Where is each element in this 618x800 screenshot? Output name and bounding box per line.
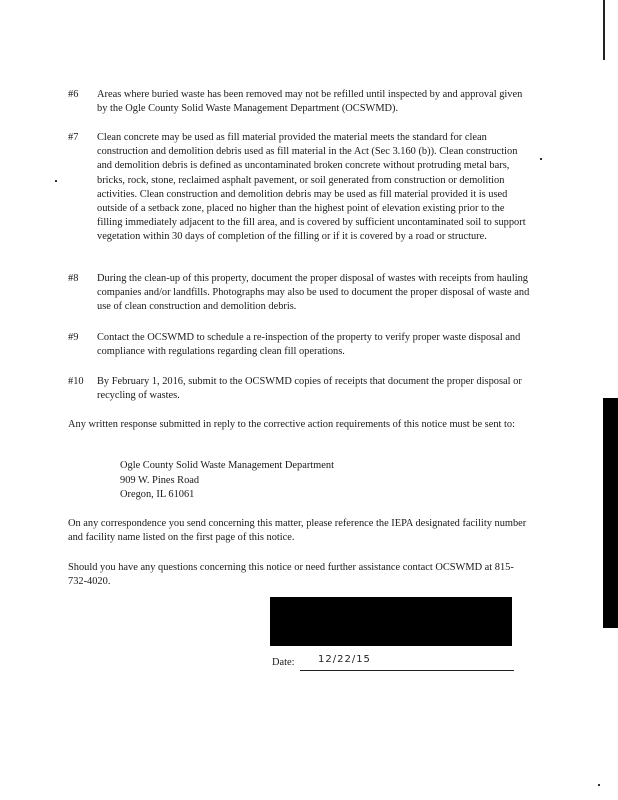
- address-line: Oregon, IL 61061: [120, 489, 195, 501]
- action-item-7: [68, 131, 530, 245]
- handwritten-date: 12/22/15: [318, 654, 371, 665]
- item-number: #6: [68, 89, 79, 100]
- mailing-address: [120, 459, 334, 503]
- address-line: Ogle County Solid Waste Management Department: [120, 460, 334, 471]
- scan-edge-bar: [603, 398, 618, 628]
- address-line: 909 W. Pines Road: [120, 474, 200, 486]
- response-paragraph: Any written response submitted in reply to the corrective action requirements of this notice must be sent to:: [68, 419, 515, 430]
- item-number: #9: [68, 332, 79, 343]
- questions-paragraph: Should you have any questions concerning this notice or need further assistance contact OCSWMD at 815-732-4020.: [68, 562, 514, 588]
- date-underline: [300, 670, 514, 671]
- redacted-signature-block: [270, 597, 512, 646]
- item-text: During the clean-up of this property, document the proper disposal of wastes with receipts from hauling companies and/or landfills. Photographs may also be used to document the proper disposal of waste and use of clean construction and demolition debris.: [97, 273, 530, 313]
- item-number: #8: [68, 273, 79, 284]
- scan-speck: [55, 180, 57, 182]
- action-item-8: [68, 272, 530, 315]
- scan-speck: [598, 784, 600, 786]
- date-label: Date:: [272, 657, 295, 668]
- item-text: Contact the OCSWMD to schedule a re-inspection of the property to verify proper waste disposal and compliance with regulations regarding clean fill operations.: [97, 332, 521, 358]
- correspondence-paragraph: On any correspondence you send concerning this matter, please reference the IEPA designated facility number and facility name listed on the first page of this notice.: [68, 518, 527, 544]
- item-text: Clean concrete may be used as fill material provided the material meets the standard for clean construction and demolition debris used as fill material in the Act (Sec 3.160 (b)). Clean construction and demolition debris is defined as uncontaminated broken concrete without protruding metal bars, bricks, rock, stone, reclaimed asphalt pavement, or soil generated from construction or demolition activities. Clean construction and demolition debris may be used as fill material provided it is used outside of a setback zone, placed no higher than the highest point of elevation existing prior to the filling immediately adjacent to the fill area, and is covered by sufficient uncontaminated soil to support vegetation within 30 days of completion of the filling or if it is covered by a road or structure.: [97, 132, 526, 243]
- item-number: #10: [68, 376, 84, 387]
- scan-speck: [540, 158, 542, 160]
- item-text: Areas where buried waste has been removed may not be refilled until inspected by and approval given by the Ogle County Solid Waste Management Department (OCSWMD).: [97, 89, 523, 115]
- action-item-9: [68, 331, 530, 359]
- action-item-10: [68, 375, 530, 403]
- action-item-6: [68, 88, 530, 116]
- scan-edge-mark: [603, 0, 605, 60]
- item-number: #7: [68, 132, 79, 143]
- item-text: By February 1, 2016, submit to the OCSWMD copies of receipts that document the proper disposal or recycling of wastes.: [97, 376, 522, 402]
